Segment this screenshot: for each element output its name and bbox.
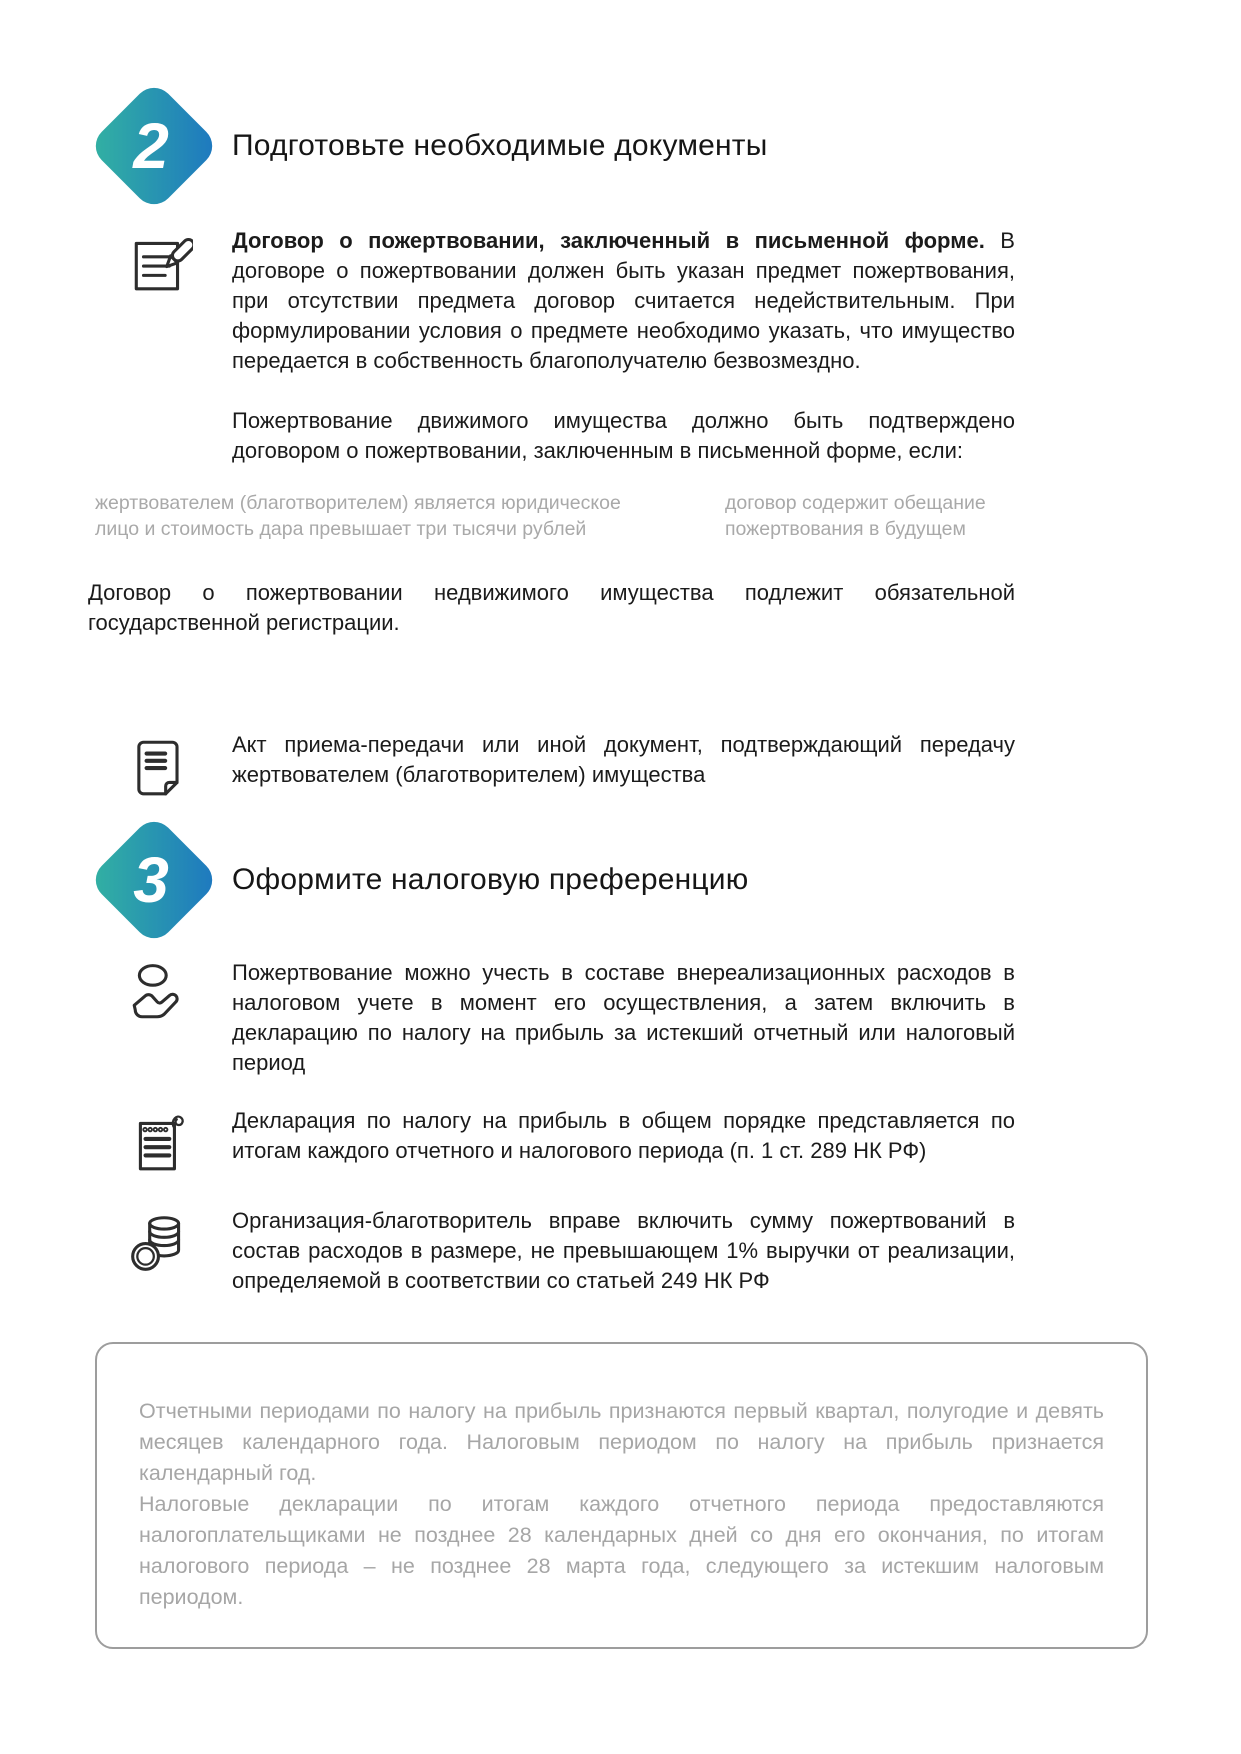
periods-note-line2: Налоговые декларации по итогам каждого отчетного периода предоставляются налогоплательщиками не позднее 28 календарных дней со дня его окончания, по итогам налогового периода – не позднее 28 марта года, следующего за истекшим налоговым периодом. [139,1492,1104,1609]
contract-block [88,226,1015,466]
registration-note: Договор о пожертвовании недвижимого имущества подлежит обязательной государственной регистрации. [88,580,1015,635]
step-3-badge [88,814,220,946]
condition-right: договор содержит обещание пожертвования в будущем [725,492,986,540]
condition-left: жертвователем (благотворителем) является юридическое лицо и стоимость дара превышает три тысячи рублей [95,492,621,540]
periods-note-box [95,1342,1148,1649]
conditions-columns [95,490,1015,542]
expense-limit-block [88,1206,1015,1296]
contract-lead: Договор о пожертвовании, заключенный в письменной форме. [232,228,985,253]
step-2-number: 2 [133,110,169,182]
step-2-badge [88,80,220,212]
step-2-title: Подготовьте необходимые документы [232,129,768,162]
declaration-block [88,1106,1015,1176]
document-lines-icon [88,730,232,800]
periods-note-line1: Отчетными периодами по налогу на прибыль признаются первый квартал, полугодие и девять месяцев календарного года. Налоговым периодом по налогу на прибыль признается календарный год. [139,1399,1104,1485]
act-block [88,730,1015,800]
step-2-header [88,80,1241,212]
donation-expense-text: Пожертвование можно учесть в составе внереализационных расходов в налоговом учете в момент его осуществления, а затем включить в декларацию по налогу на прибыль за истекший отчетный или налоговый период [232,960,1015,1075]
document-pen-icon [88,226,232,296]
contract-condition-intro: Пожертвование движимого имущества должно быть подтверждено договором о пожертвовании, заключенным в письменной форме, если: [232,408,1015,463]
step-3-number: 3 [133,844,169,916]
declaration-text: Декларация по налогу на прибыль в общем порядке представляется по итогам каждого отчетного и налогового периода (п. 1 ст. 289 НК РФ) [232,1108,1015,1163]
step-3-title: Оформите налоговую преференцию [232,863,749,896]
coins-stack-icon [88,1206,232,1276]
act-text: Акт приема-передачи или иной документ, подтверждающий передачу жертвователем (благотворителем) имущества [232,732,1015,787]
contract-body: В договоре о пожертвовании должен быть указан предмет пожертвования, при отсутствии предмета договор считается недействительным. При формулировании условия о предмете необходимо указать, что имущество передается в собственность благополучателю безвозмездно. [232,228,1015,373]
contract-paragraph [232,226,1015,376]
hand-coin-icon [88,958,232,1028]
step-3-header [88,814,1241,946]
expense-limit-text: Организация-благотворитель вправе включить сумму пожертвований в состав расходов в размере, не превышающем 1% выручки от реализации, определяемой в соответствии со статьей 249 НК РФ [232,1208,1015,1293]
notepad-icon [88,1106,232,1176]
donation-expense-block [88,958,1015,1078]
